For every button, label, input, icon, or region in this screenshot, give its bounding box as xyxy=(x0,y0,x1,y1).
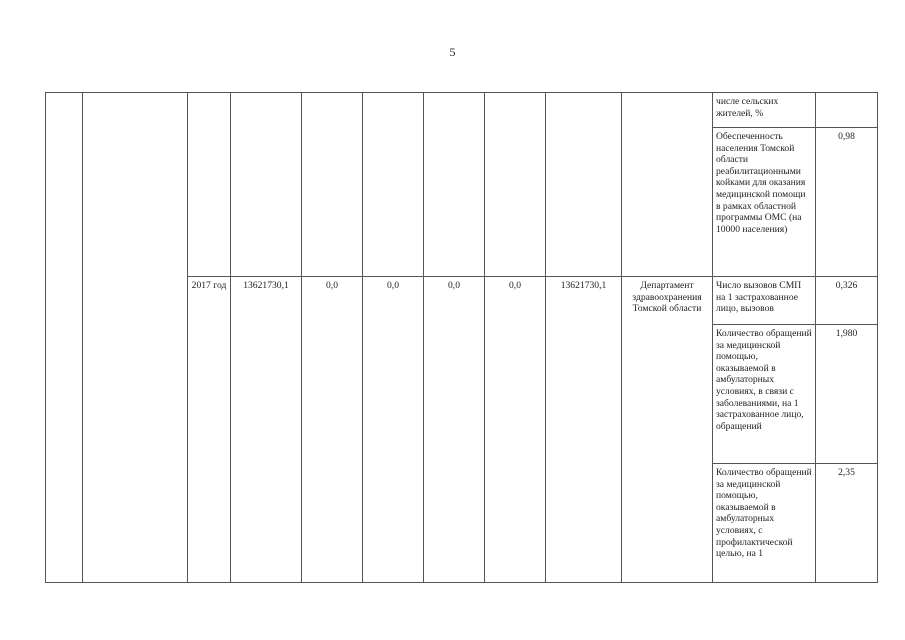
task-name-cell xyxy=(83,93,188,583)
regional-cell-prev xyxy=(363,93,424,277)
year-cell: 2017 год xyxy=(188,277,231,583)
indicator-value-cell: 2,35 xyxy=(816,464,878,583)
indicator-cell: Обеспеченность населения Томской области реабилитационными койками для оказания медицинской помощи в рамках областной программы ОМС (на 10000 населения) xyxy=(713,128,816,277)
local-cell-prev xyxy=(424,93,485,277)
federal-cell: 0,0 xyxy=(302,277,363,583)
federal-cell-prev xyxy=(302,93,363,277)
executor-cell-prev xyxy=(622,93,713,277)
year-cell-prev xyxy=(188,93,231,277)
indicator-value-cell: 0,326 xyxy=(816,277,878,325)
executor-cell: Департамент здравоохранения Томской области xyxy=(622,277,713,583)
indicator-cell: числе сельских жителей, % xyxy=(713,93,816,128)
number-cell xyxy=(46,93,83,583)
total-cell: 13621730,1 xyxy=(231,277,302,583)
table-row xyxy=(46,93,878,128)
program-table xyxy=(45,92,878,583)
indicator-value-cell: 0,98 xyxy=(816,128,878,277)
total-cell-prev xyxy=(231,93,302,277)
indicator-cell: Количество обращений за медицинской помощью, оказываемой в амбулаторных условиях, с профилактической целью, на 1 xyxy=(713,464,816,583)
local-cell: 0,0 xyxy=(424,277,485,583)
regional-cell: 0,0 xyxy=(363,277,424,583)
other-cell-prev xyxy=(485,93,546,277)
indicator-cell: Количество обращений за медицинской помощью, оказываемой в амбулаторных условиях, в связи с заболеваниями, на 1 застрахованное лицо, обращений xyxy=(713,325,816,464)
indicator-value-cell xyxy=(816,93,878,128)
oms-cell: 13621730,1 xyxy=(546,277,622,583)
indicator-value-cell: 1,980 xyxy=(816,325,878,464)
other-cell: 0,0 xyxy=(485,277,546,583)
oms-cell-prev xyxy=(546,93,622,277)
indicator-cell: Число вызовов СМП на 1 застрахованное лицо, вызовов xyxy=(713,277,816,325)
page-number: 5 xyxy=(449,45,456,59)
